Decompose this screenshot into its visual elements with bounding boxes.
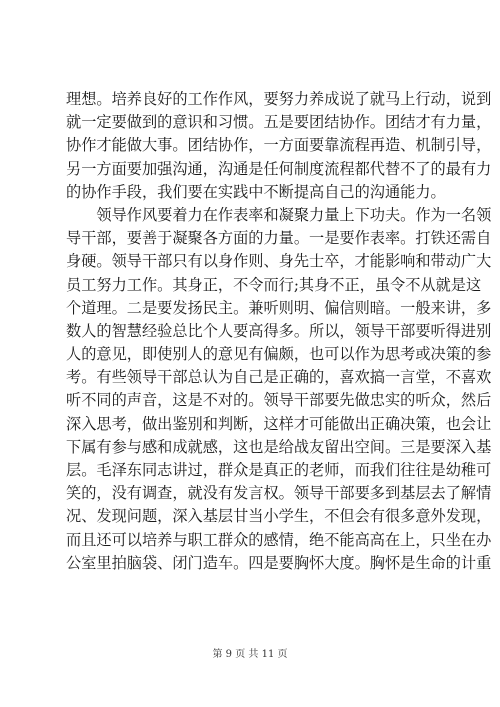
text-line: 身硬。领导干部只有以身作则、身先士卒，才能影响和带动广大 [66,252,492,271]
body-text [66,88,492,575]
text-line: 况、发现问题，深入基层甘当小学生，不但会有很多意外发现， [66,507,492,526]
text-line: 而且还可以培养与职工群众的感情，绝不能高高在上，只坐在办 [66,530,492,549]
text-line: 听不同的声音，这是不对的。领导干部要先做忠实的听众，然后 [66,391,492,410]
paragraph-2 [66,204,492,575]
text-line: 领导作风要着力在作表率和凝聚力量上下功夫。作为一名领 [66,205,492,224]
text-line: 的协作手段，我们要在实践中不断提高自己的沟通能力。 [66,182,446,201]
text-line: 协作才能做大事。团结协作，一方面要靠流程再造、机制引导， [66,136,492,155]
text-line: 另一方面要加强沟通，沟通是任何制度流程都代替不了的最有力 [66,159,492,178]
text-line: 层。毛泽东同志讲过，群众是真正的老师，而我们往往是幼稚可 [66,461,492,479]
paragraph-1 [66,88,492,204]
text-line: 理想。培养良好的工作作风，要努力养成说了就马上行动，说到 [66,90,492,108]
text-line: 笑的，没有调查，就没有发言权。领导干部要多到基层去了解情 [66,484,492,503]
text-line: 公室里拍脑袋、闭门造车。四是要胸怀大度。胸怀是生命的计重 [66,553,492,572]
text-line: 人的意见，即使别人的意见有偏颇，也可以作为思考或决策的参 [66,345,492,364]
text-line: 导干部，要善于凝聚各方面的力量。一是要作表率。打铁还需自 [66,229,492,248]
text-line: 深入思考，做出鉴别和判断，这样才可能做出正确决策，也会让 [66,414,492,433]
page-number-footer: 第 9 页 共 11 页 [212,649,288,660]
text-line: 就一定要做到的意识和习惯。五是要团结协作。团结才有力量， [66,113,492,132]
text-line: 下属有参与感和成就感，这也是给战友留出空间。三是要深入基 [66,437,492,456]
text-line: 数人的智慧经验总比个人要高得多。所以，领导干部要听得进别 [66,321,492,340]
text-line: 考。有些领导干部总认为自己是正确的，喜欢搞一言堂，不喜欢 [66,368,492,387]
text-line: 员工努力工作。其身正，不令而行;其身不正，虽令不从就是这 [66,275,482,294]
text-line: 个道理。二是要发扬民主。兼听则明、偏信则暗。一般来讲，多 [66,298,492,317]
